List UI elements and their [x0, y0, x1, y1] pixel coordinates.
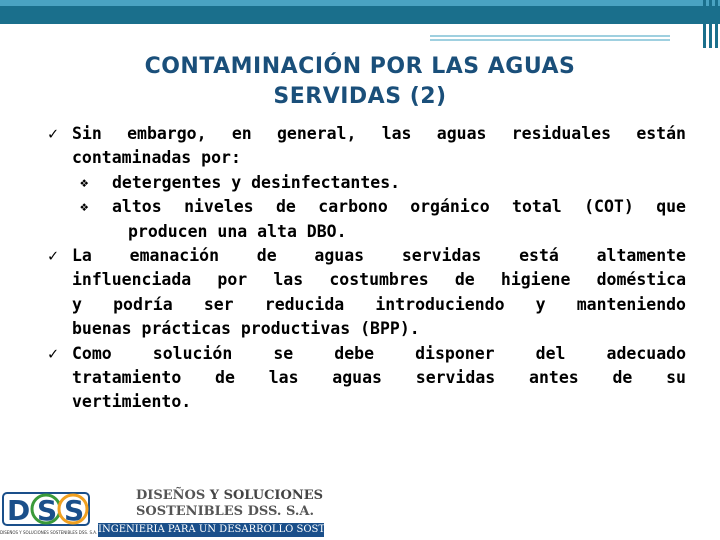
header-decor-lines — [430, 35, 670, 45]
bullet-2-line-1: ✓ La emanación de aguas servidas está altamente — [48, 244, 686, 268]
company-tagline: INGENIERIA PARA UN DESARROLLO SOSTENIBLE — [98, 524, 367, 535]
header-corner-decor — [690, 0, 720, 48]
slide-body — [48, 122, 686, 415]
bullet-3-line-2: tratamiento de las aguas servidas antes de su — [72, 368, 686, 388]
check-icon: ✓ — [48, 343, 58, 363]
company-name-line-2: SOSTENIBLES DSS. S.A. — [136, 504, 315, 519]
svg-text:S: S — [37, 494, 58, 527]
company-logo-block — [0, 488, 367, 540]
bullet-3-line-3: vertimiento. — [72, 392, 192, 412]
dss-logo-icon — [2, 490, 90, 528]
bullet-3-line-1: ✓ Como solución se debe disponer del adecuado — [48, 342, 686, 366]
svg-text:D: D — [7, 494, 31, 527]
header-bar-highlight — [0, 0, 720, 6]
company-name-line-1: DISEÑOS Y SOLUCIONES — [136, 488, 323, 503]
check-icon: ✓ — [48, 246, 58, 266]
sub-bullet-1: ❖ detergentes y desinfectantes. — [48, 171, 686, 195]
header-bar — [0, 0, 720, 24]
logo-subtext: DISEÑOS Y SOLUCIONES SOSTENIBLES DSS. S.A. — [0, 530, 98, 535]
diamond-bullet-icon: ❖ — [80, 174, 89, 191]
title-line-2: SERVIDAS (2) — [273, 84, 447, 109]
bullet-2-line-3: y podría ser reducida introduciendo y manteniendo — [72, 294, 686, 314]
bullet-2-line-2: influenciada por las costumbres de higiene doméstica — [72, 270, 686, 290]
bullet-2-line-4: buenas prácticas productivas (BPP). — [72, 319, 420, 339]
svg-text:S: S — [64, 494, 85, 527]
slide-title — [60, 52, 660, 112]
diamond-bullet-icon: ❖ — [80, 199, 89, 216]
bullet-1-line-1: ✓ Sin embargo, en general, las aguas residuales están — [48, 122, 686, 146]
sub-bullet-2-line-1: ❖ altos niveles de carbono orgánico total (COT) que — [48, 195, 686, 219]
title-line-1: CONTAMINACIÓN POR LAS AGUAS — [144, 54, 576, 79]
sub-bullet-2-line-2: producen una alta DBO. — [128, 221, 347, 241]
check-icon: ✓ — [48, 124, 58, 143]
bullet-1-line-2: contaminadas por: — [72, 148, 241, 168]
